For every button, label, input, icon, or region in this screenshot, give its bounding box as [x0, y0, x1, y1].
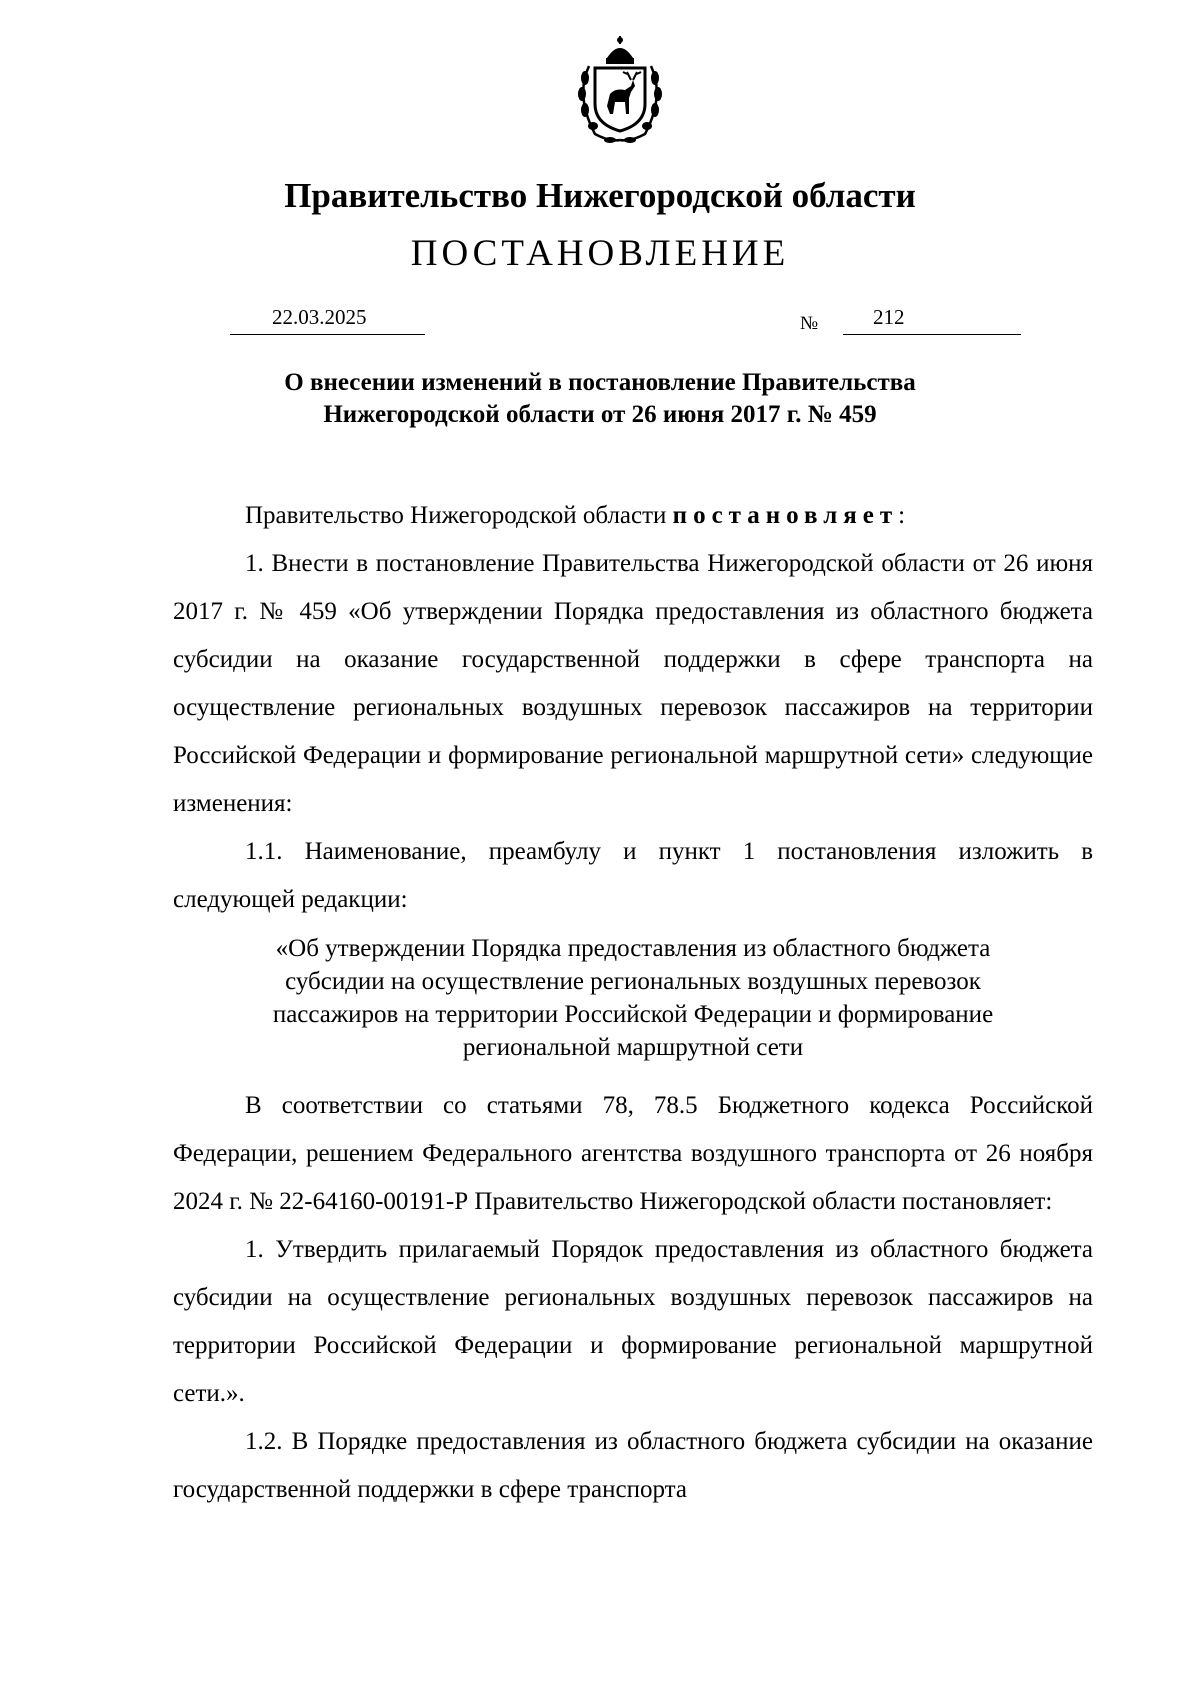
- preamble-colon: :: [898, 502, 906, 529]
- preamble-verb: постановляет: [672, 502, 899, 529]
- date-field: [230, 303, 425, 335]
- paragraph-1: 1. Внести в постановление Правительства Нижегородской области от 26 июня 2017 г. № 459 «Об утверждении Порядка предоставления из областного бюджета субсидии на оказание государственной поддержки в сфере транспорта на осуществление региональных воздушных перевозок пассажиров на территории Российской Федерации и формирование региональной маршрутной сети» следующие изменения:: [173, 550, 1093, 817]
- paragraph-1-1: 1.1. Наименование, преамбулу и пункт 1 постановления изложить в следующей редакции:: [173, 838, 1093, 913]
- document-subject: [150, 367, 1050, 431]
- preamble-text: Правительство Нижегородской области: [245, 502, 673, 529]
- quote-line: субсидии на осуществление региональных воздушных перевозок: [285, 968, 981, 995]
- document-number: 212: [873, 305, 905, 329]
- organization-title: Правительство Нижегородской области: [284, 176, 916, 215]
- preamble-paragraph: [173, 492, 1093, 540]
- document-body: [173, 492, 1093, 1514]
- coat-of-arms-emblem: [565, 36, 675, 148]
- approve-paragraph: 1. Утвердить прилагаемый Порядок предоставления из областного бюджета субсидии на осуществление региональных воздушных перевозок пассажиров на территории Российской Федерации и формирование региональной маршрутной сети.».: [173, 1236, 1093, 1407]
- number-sign: №: [800, 313, 819, 334]
- basis-paragraph: В соответствии со статьями 78, 78.5 Бюджетного кодекса Российской Федерации, решением Федерального агентства воздушного транспорта от 26 ноября 2024 г. № 22-64160-00191-Р Правительство Нижегородской области постановляет:: [173, 1092, 1093, 1215]
- quoted-title: [173, 932, 1093, 1064]
- quote-line: региональной маршрутной сети: [462, 1034, 804, 1061]
- document-type-title: ПОСТАНОВЛЕНИЕ: [410, 233, 790, 274]
- subject-line-2: Нижегородской области от 26 июня 2017 г. № 459: [323, 401, 877, 428]
- document-date: 22.03.2025: [272, 305, 367, 329]
- number-field: [843, 303, 1021, 335]
- paragraph-1-2: 1.2. В Порядке предоставления из областного бюджета субсидии на оказание государственной поддержки в сфере транспорта: [173, 1428, 1093, 1503]
- subject-line-1: О внесении изменений в постановление Правительства: [284, 369, 916, 396]
- quote-line: пассажиров на территории Российской Федерации и формирование: [272, 1001, 994, 1028]
- quote-line: «Об утверждении Порядка предоставления из областного бюджета: [275, 935, 991, 962]
